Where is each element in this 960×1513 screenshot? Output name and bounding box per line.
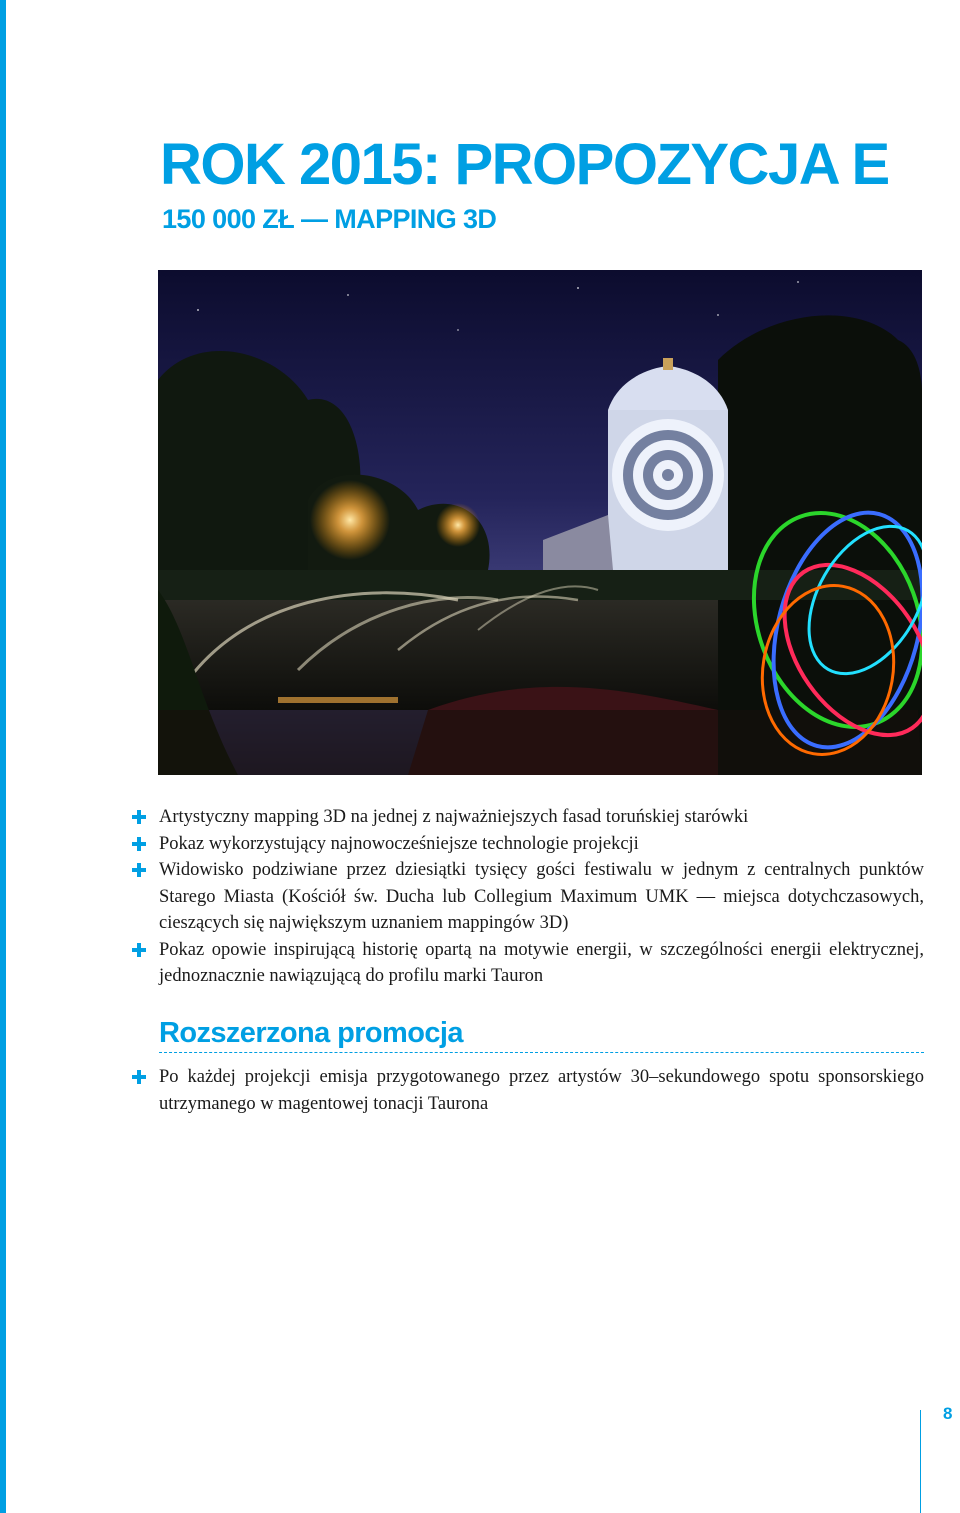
plus-icon bbox=[132, 837, 146, 851]
list-item bbox=[132, 937, 924, 990]
page-number: 8 bbox=[943, 1404, 953, 1423]
list-item bbox=[132, 831, 924, 858]
list-item-text: Artystyczny mapping 3D na jednej z najważniejszych fasad toruńskiej starówki bbox=[159, 807, 749, 827]
list-item-text: Pokaz wykorzystujący najnowocześniejsze technologie projekcji bbox=[159, 833, 639, 854]
plus-icon bbox=[132, 1070, 146, 1084]
feature-list bbox=[132, 804, 924, 990]
page-title: ROK 2015: PROPOZYCJA E bbox=[160, 132, 889, 197]
plus-icon bbox=[132, 863, 146, 877]
section-heading-promotion: Rozszerzona promocja bbox=[159, 1016, 924, 1053]
plus-icon bbox=[132, 810, 146, 824]
list-item bbox=[132, 1064, 924, 1117]
list-item-text: Widowisko podziwiane przez dziesiątki tysięcy gości festiwalu w jednym z centralnych punktów Starego Miasta (Kościół św. Ducha lub Collegium Maximum UMK — miejsca dotychczasowych, cieszących się największym uznaniem mappingów 3D) bbox=[159, 860, 924, 933]
promotion-list bbox=[132, 1064, 924, 1117]
list-item bbox=[132, 857, 924, 937]
left-accent-stripe bbox=[0, 0, 6, 1513]
list-item-text: Po każdej projekcji emisja przygotowanego przez artystów 30–sekundowego spotu sponsorskiego utrzymanego w magentowej tonacji Taurona bbox=[159, 1067, 924, 1114]
list-item bbox=[132, 804, 924, 831]
plus-icon bbox=[132, 943, 146, 957]
night-mapping-photo bbox=[158, 270, 922, 775]
page-subtitle: 150 000 ZŁ — MAPPING 3D bbox=[162, 204, 497, 234]
list-item-text: Pokaz opowie inspirującą historię opartą na motywie energii, w szczególności energii elektrycznej, jednoznacznie nawiązującą do profilu marki Tauron bbox=[159, 939, 924, 986]
page-number-rule bbox=[920, 1410, 921, 1513]
